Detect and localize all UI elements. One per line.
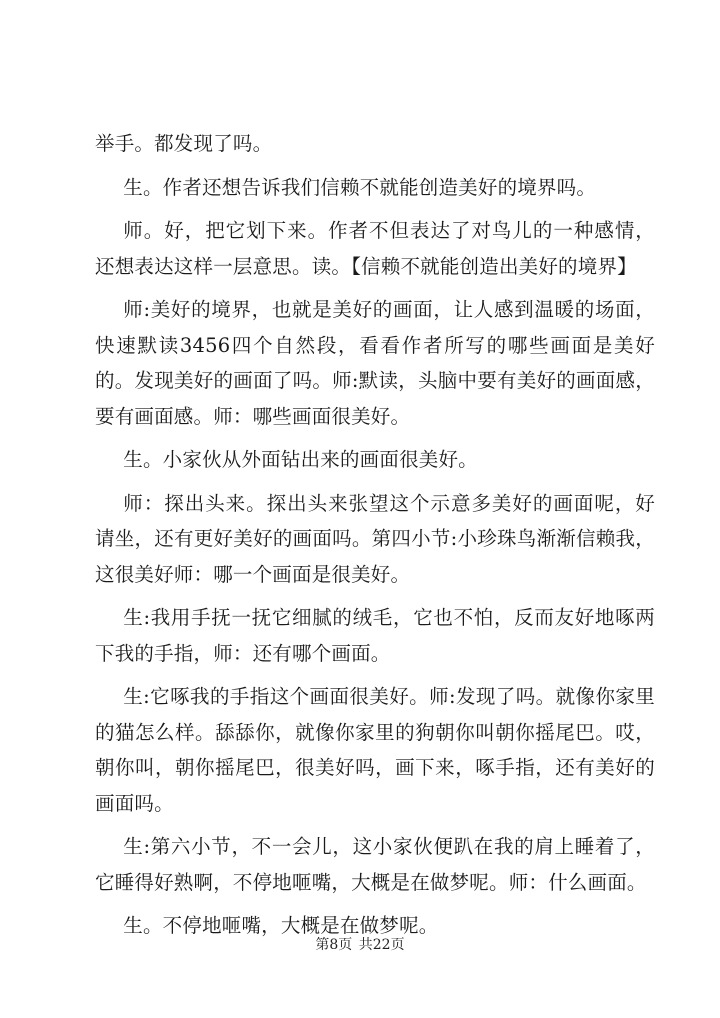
paragraph-4: 师:美好的境界，也就是美好的画面，让人感到温暖的场面，快速默读3456四个自然段，看看作者所写的哪些画面是美好的。发现美好的画面了吗。师:默读，头脑中要有美好的画面感，要有画面感。师：哪些画面很美好。 — [95, 298, 655, 428]
paragraph-3: 师。好，把它划下来。作者不但表达了对鸟儿的一种感情，还想表达这样一层意思。读。【信赖不就能创造出美好的境界】 — [95, 219, 655, 278]
paragraph-7: 生:我用手抚一抚它细腻的绒毛，它也不怕，反而友好地啄两下我的手指，师：还有哪个画面。 — [95, 606, 655, 665]
body-text — [95, 126, 655, 944]
page-total: 共22页 — [358, 937, 405, 953]
paragraph-5: 生。小家伙从外面钻出来的画面很美好。 — [123, 448, 478, 471]
paragraph-2: 生。作者还想告诉我们信赖不就能创造美好的境界吗。 — [123, 175, 597, 199]
paragraph-8: 生:它啄我的手指这个画面很美好。师:发现了吗。就像你家里的猫怎么样。舔舔你，就像你家里的狗朝你叫朝你摇尾巴。哎，朝你叫，朝你摇尾巴，很美好吗，画下来，啄手指，还有美好的画面吗。 — [95, 685, 655, 815]
page-footer — [0, 934, 720, 954]
paragraph-6: 师：探出头来。探出头来张望这个示意多美好的画面呢，好请坐，还有更好美好的画面吗。第四小节:小珍珠鸟渐渐信赖我，这很美好师：哪一个画面是很美好。 — [95, 491, 655, 586]
page-number: 第8页 — [315, 937, 353, 953]
paragraph-9: 生:第六小节，不一会儿，这小家伙便趴在我的肩上睡着了，它睡得好熟啊，不停地咂嘴，大概是在做梦呢。师：什么画面。 — [95, 835, 655, 894]
paragraph-1: 举手。都发现了吗。 — [95, 132, 273, 155]
paragraph-10: 生。不停地咂嘴，大概是在做梦呢。 — [123, 914, 439, 937]
